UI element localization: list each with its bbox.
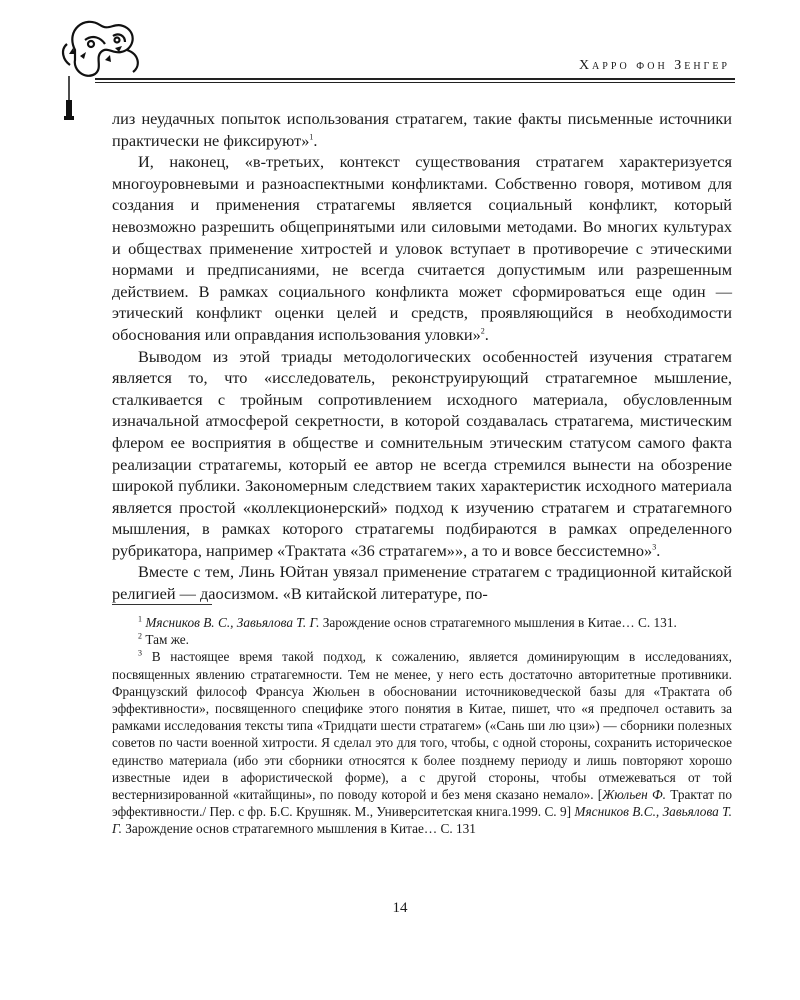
header-rule-thin [95,82,735,83]
paragraph: Вместе с тем, Линь Юйтан увязал применение стратагем с традиционной китайской религией — даосизмом. «В китайской литературе, по- [112,562,732,604]
footnote: $^3$ В настоящее время такой подход, к сожалению, является доминирующим в исследованиях, посвященных явлению стратагемности. Тем не менее, у него есть достаточно авторитетные противники. Французский философ Франсуа Жюльен в обосновании источниковедческой базы для «Трактата об эффективности», посвященного специфике этого понятия в Китае, пишет, что «я предпочел оставить за рамками исследования тексты типа «Тридцати шести стратагем» («Сань ши лю цзи») — сборники полезных советов по части военной хитрости. Я сделал это для того, чтобы, с одной стороны, сохранить историческое единство материала (ибо эти сборники относятся к более позднему периоду и лишь повторяют хорошо известные идеи в афористической форме), а с другой стороны, чтобы отмежеваться от той вестернизированной «китайщины», по поводу которой и без меня сказано немало». [Жюльен Ф. Трактат по эффективности./ Пер. с фр. Б.С. Крушняк. М., Университетская книга.1999. С. 9] Мясников В.С., Завьялова Т. Г. Зарождение основ стратагемного мышления в Китае… С. 131 [112,648,732,837]
paragraph: Выводом из этой триады методологических особенностей изучения стратагем является то, что «исследователь, реконструирующий стратагемное мышление, сталкивается с тройным сопротивлением исходного материала, обусловленным изначальной атмосферой секретности, в которой создавалась стратагема, мистическим флером ее восприятия в обществе и сомнительным этическим статусом самого факта реализации стратагемы, который ее автор не всегда стремился вынести на обозрение широкой публики. Закономерным следствием таких характеристик исходного материала является простой «коллекционерский» подход к изучению стратагем и стратагемного мышления, в рамках которого стратагемы подбираются в рамках определенного рубрикатора, например «Трактата «36 стратагем»», а то и вовсе бессистемно»$^3$. [112,346,732,560]
footnote-ref[interactable]: 2 [480,326,485,336]
footnote: $^1$ Мясников В. С., Завьялова Т. Г. Зарождение основ стратагемного мышления в Китае… С. 131. [138,614,677,630]
paragraph: лиз неудачных попыток использования стратагем, такие факты письменные источники практически не фиксируют»$^1$. [112,109,732,150]
footnotes [112,614,732,838]
running-head: Харро фон Зенгер [578,58,730,73]
header-rule [95,78,735,80]
footnote-ref[interactable]: 1 [309,132,314,142]
footnote-ref[interactable]: 3 [652,542,657,552]
paragraph: И, наконец, «в-третьих, контекст существования стратагем характеризуется многоуровневыми и разноаспектными конфликтами. Собственно говоря, мотивом для создания и применения стратагемы является социальный конфликт, который невозможно разрешить общепринятыми или силовыми методами. Во многих культурах и обществах применение хитростей и уловок вступает в противоречие с этическими нормами и предписаниями, не всегда считается допустимым или разрешенным действием. В рамках социального конфликта может сформироваться еще один — этический конфликт оценки целей и средств, проявляющийся в необходимости обоснования или оправдания использования уловки»$^2$. [112,152,732,344]
main-text [112,108,732,605]
footnote-separator [112,604,212,605]
footnote: $^2$ Там же. [138,631,189,648]
page-number: 14 [392,900,408,916]
